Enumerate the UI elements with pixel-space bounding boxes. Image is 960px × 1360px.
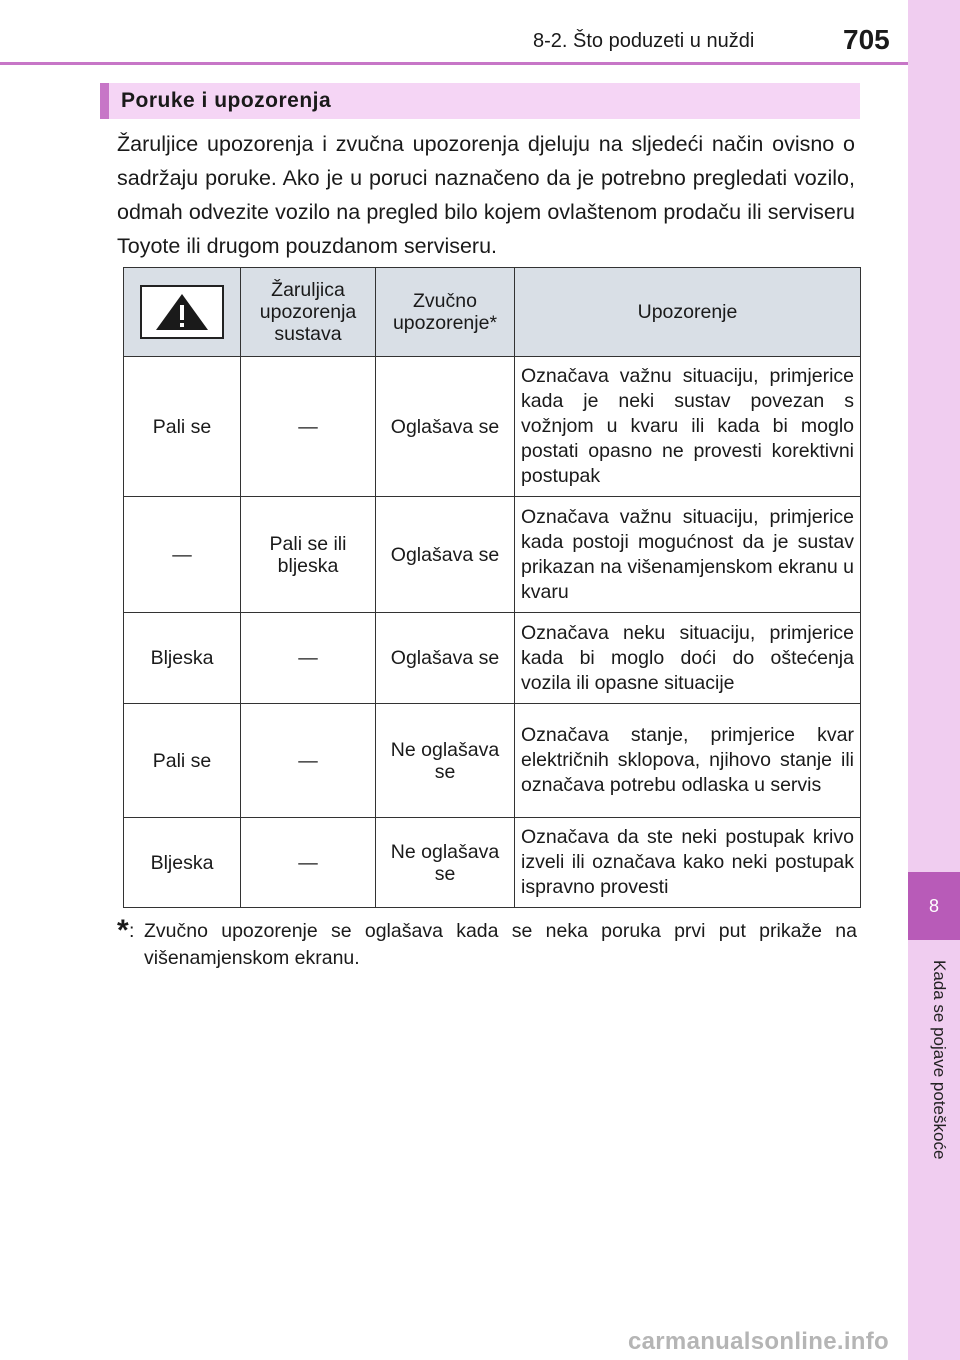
cell-lamp: Pali se bbox=[124, 357, 241, 497]
chapter-number-tab: 8 bbox=[908, 872, 960, 940]
cell-buzzer: Ne oglašava se bbox=[376, 818, 515, 908]
header-icon-cell bbox=[124, 268, 241, 357]
cell-lamp: Bljeska bbox=[124, 613, 241, 704]
table-header-row bbox=[124, 268, 861, 357]
header-system-lamp: Žaruljica upozorenja sustava bbox=[241, 268, 376, 357]
footnote-colon: : bbox=[129, 920, 135, 942]
footnote-text: Zvučno upozorenje se oglašava kada se neka poruka prvi put prikaže na višenamjenskom ekranu. bbox=[144, 920, 857, 969]
cell-system-lamp: Pali se ili bljeska bbox=[241, 497, 376, 613]
header-section-title: 8-2. Što poduzeti u nuždi bbox=[533, 30, 755, 52]
header-divider bbox=[0, 62, 908, 65]
cell-buzzer: Oglašava se bbox=[376, 497, 515, 613]
footnote bbox=[117, 914, 857, 972]
chapter-title-vertical: Kada se pojave poteškoće bbox=[930, 960, 949, 1160]
intro-paragraph: Žaruljice upozorenja i zvučna upozorenja djeluju na sljedeći način ovisno o sadržaju poruke. Ako je u poruci naznačeno da je potrebno pregledati vozilo, odmah odvezite vozilo na pregled bilo kojem ovlaštenom prodaču ili serviseru Toyote ili drugom pouzdanom serviseru. bbox=[117, 132, 855, 258]
table-row bbox=[124, 497, 861, 613]
cell-buzzer: Oglašava se bbox=[376, 613, 515, 704]
cell-warning: Označava važnu situaciju, primjerice kada je neki sustav povezan s vožnjom u kvaru ili kada bi moglo postati opasno ne provesti korektivni postupak bbox=[515, 357, 861, 497]
watermark: carmanualsonline.info bbox=[628, 1328, 890, 1355]
cell-lamp: Pali se bbox=[124, 704, 241, 818]
warning-triangle-icon bbox=[140, 285, 224, 339]
cell-lamp: — bbox=[124, 497, 241, 613]
header-buzzer: Zvučno upozorenje* bbox=[376, 268, 515, 357]
table-row bbox=[124, 704, 861, 818]
cell-lamp: Bljeska bbox=[124, 818, 241, 908]
cell-system-lamp: — bbox=[241, 704, 376, 818]
cell-system-lamp: — bbox=[241, 357, 376, 497]
cell-warning: Označava da ste neki postupak krivo izveli ili označava kako neki postupak ispravno provesti bbox=[515, 818, 861, 908]
cell-system-lamp: — bbox=[241, 818, 376, 908]
header-warning: Upozorenje bbox=[515, 268, 861, 357]
table-row bbox=[124, 357, 861, 497]
table-row bbox=[124, 818, 861, 908]
page-number: 705 bbox=[843, 24, 890, 55]
cell-buzzer: Ne oglašava se bbox=[376, 704, 515, 818]
cell-system-lamp: — bbox=[241, 613, 376, 704]
cell-buzzer: Oglašava se bbox=[376, 357, 515, 497]
cell-warning: Označava važnu situaciju, primjerice kada postoji mogućnost da je sustav prikazan na višenamjenskom ekranu u kvaru bbox=[515, 497, 861, 613]
cell-warning: Označava neku situaciju, primjerice kada bi moglo doći do oštećenja vozila ili opasne situacije bbox=[515, 613, 861, 704]
cell-warning: Označava stanje, primjerice kvar električnih sklopova, njihovo stanje ili označava potrebu odlaska u servis bbox=[515, 704, 861, 818]
footnote-marker: * bbox=[117, 914, 129, 947]
section-heading-text: Poruke i upozorenja bbox=[121, 89, 332, 112]
section-heading bbox=[100, 83, 860, 119]
table-row bbox=[124, 613, 861, 704]
warning-table bbox=[123, 267, 861, 908]
